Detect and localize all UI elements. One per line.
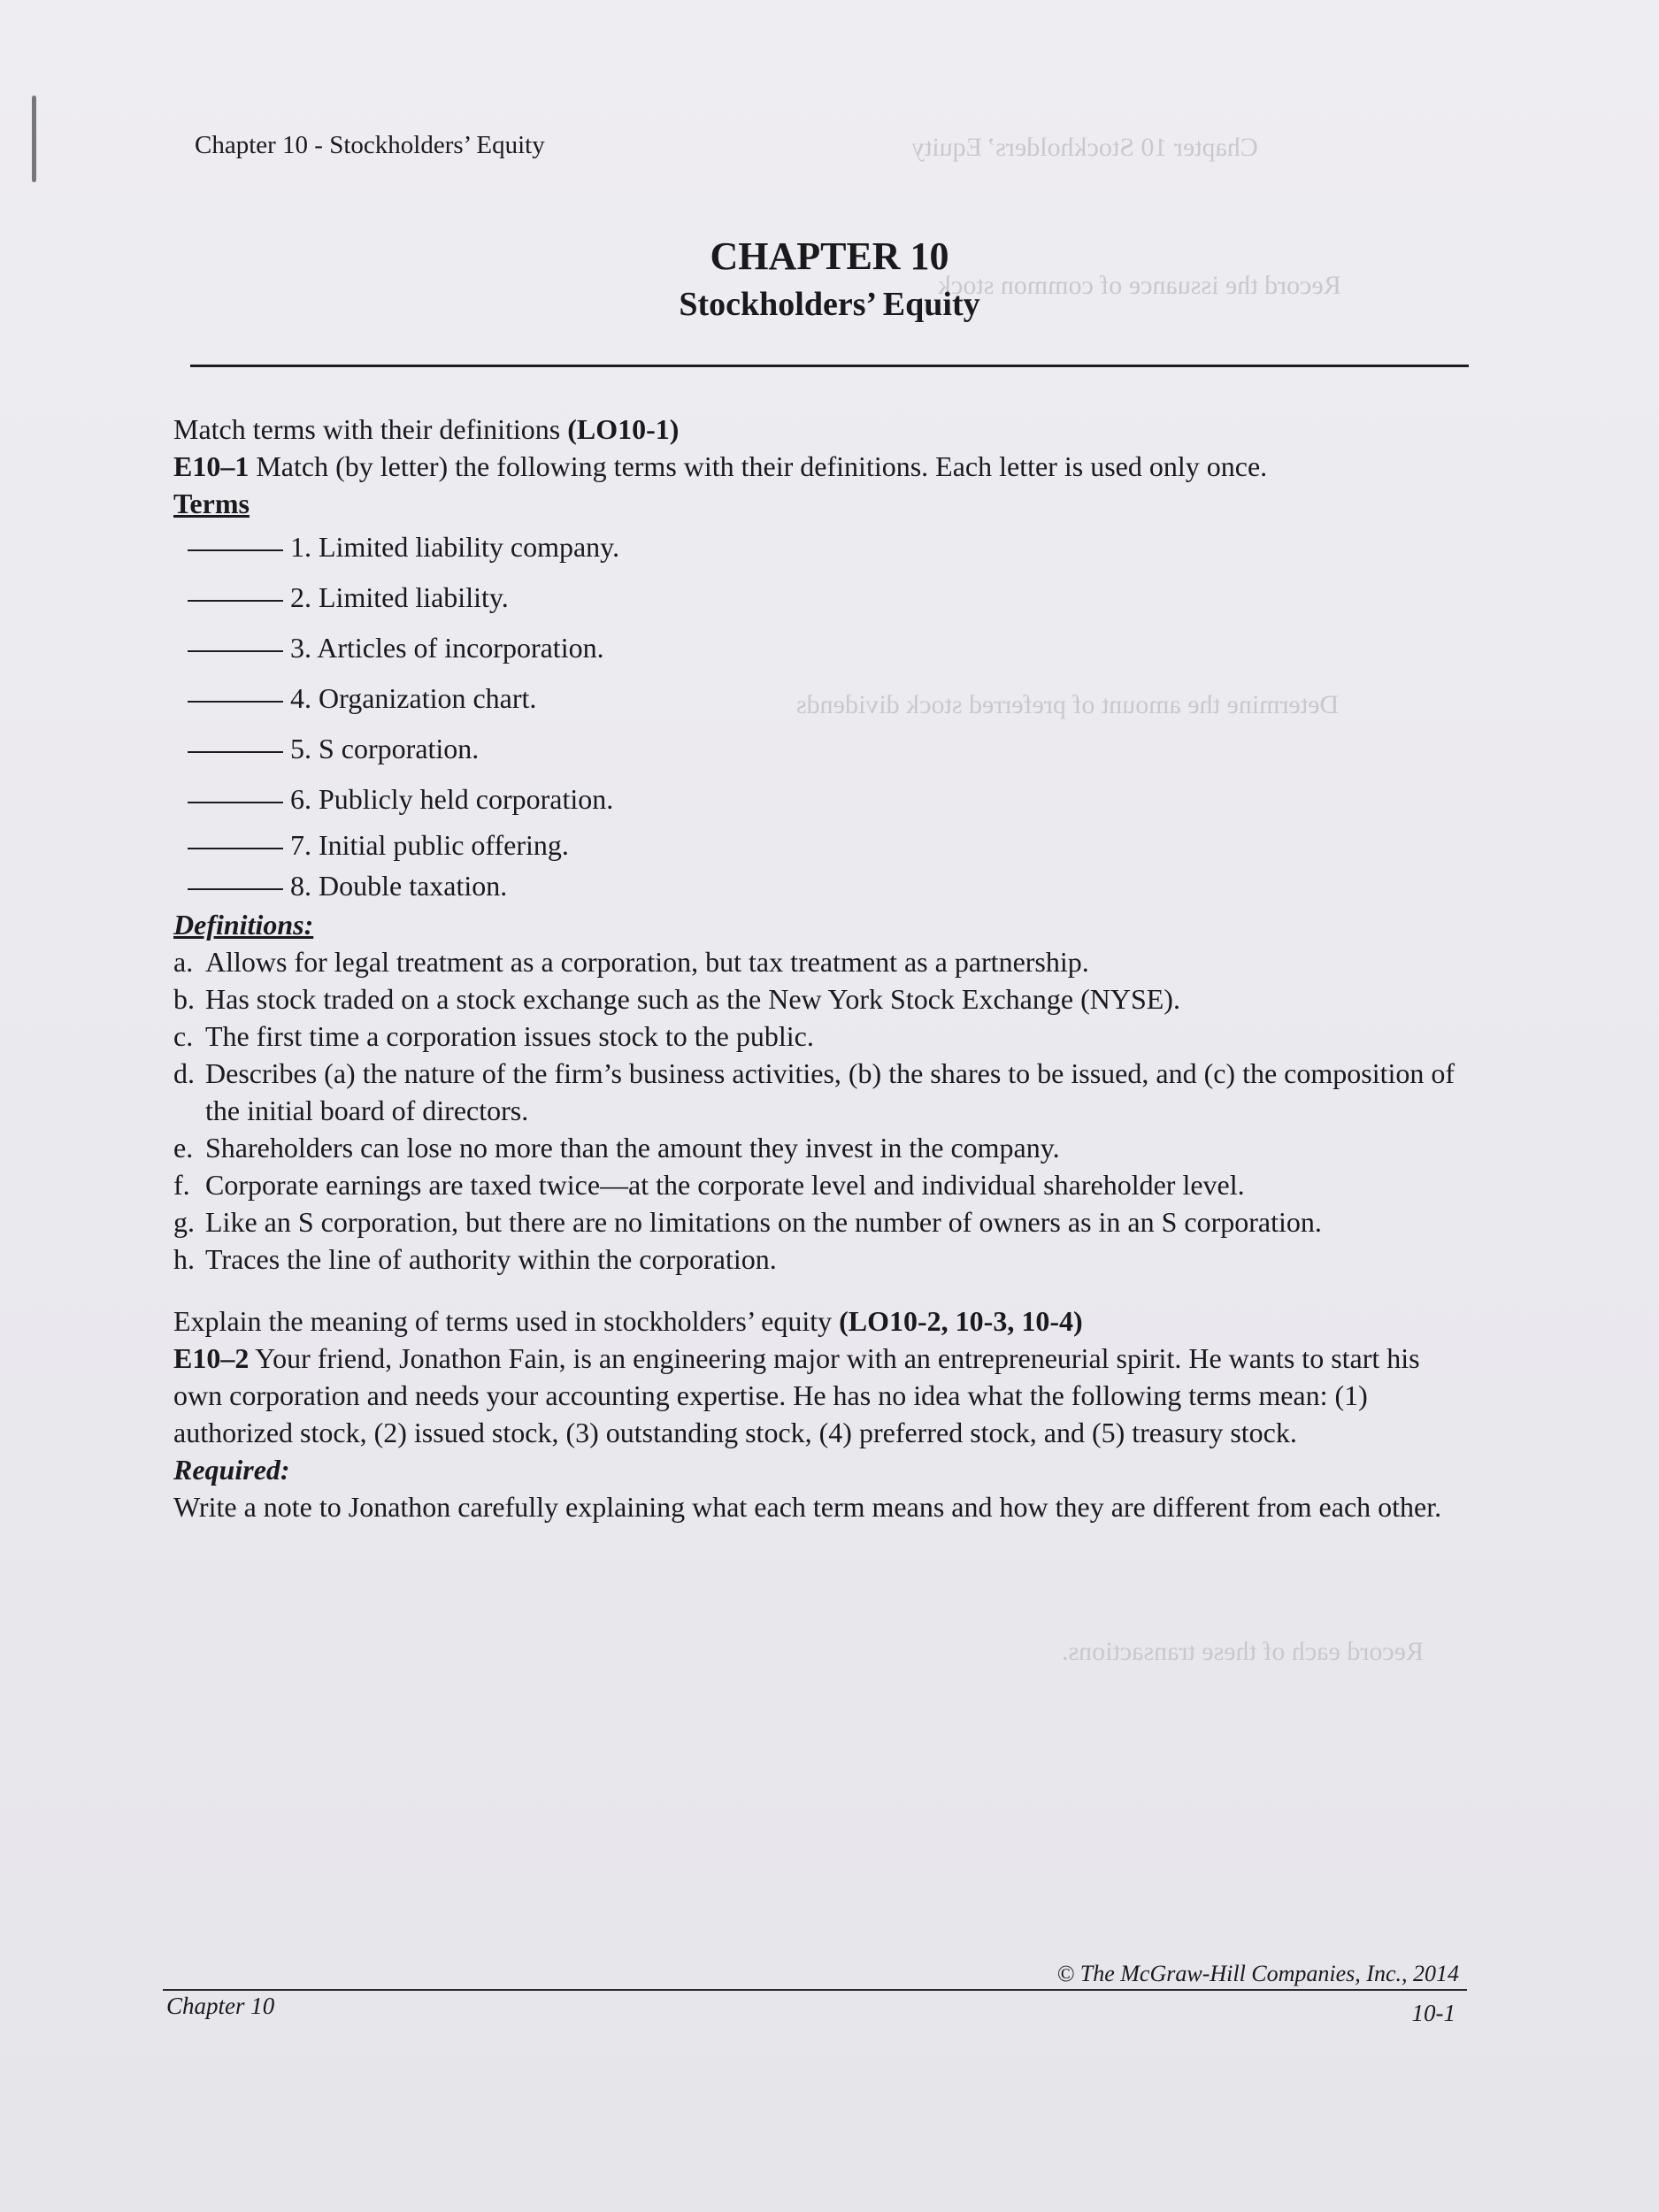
page-content (173, 411, 1465, 1525)
answer-blank[interactable] (188, 549, 283, 551)
exercise2-label: E10–2 (173, 1342, 250, 1374)
definition-item: a. Allows for legal treatment as a corporation, but tax treatment as a partnership. (173, 946, 1089, 978)
required-heading: Required: (173, 1454, 290, 1486)
exercise2-heading: Explain the meaning of terms used in stockholders’ equity (LO10-2, 10-3, 10-4) (173, 1305, 1083, 1337)
copyright-notice: © The McGraw-Hill Companies, Inc., 2014 (1056, 1961, 1459, 1986)
definitions-heading: Definitions: (173, 909, 314, 941)
answer-blank[interactable] (188, 701, 283, 703)
definition-item: c. The first time a corporation issues stock to the public. (173, 1020, 814, 1052)
term-item: 2. Limited liability. (173, 572, 1465, 623)
term-item: 7. Initial public offering. (173, 825, 1465, 865)
exercise1-label: E10–1 (173, 450, 250, 482)
term-item: 5. S corporation. (173, 724, 1465, 774)
terms-list (173, 522, 1465, 906)
staple-mark (32, 96, 36, 182)
exercise1-learning-objective: (LO10-1) (567, 413, 680, 445)
definition-item: g. Like an S corporation, but there are no limitations on the number of owners as in an S corporation. (173, 1206, 1322, 1238)
exercise1-heading: Match terms with their definitions (LO10-1) (173, 413, 680, 445)
answer-blank[interactable] (188, 650, 283, 652)
title-divider (190, 365, 1469, 367)
exercise2-body: E10–2 Your friend, Jonathon Fain, is an engineering major with an entrepreneurial spirit. He wants to start his own corporation and needs your accounting expertise. He has no idea what the following terms mean: (1) authorized stock, (2) issued stock, (3) outstanding stock, (4) preferred stock, and (5) treasury stock. (173, 1342, 1420, 1448)
running-head: Chapter 10 - Stockholders’ Equity (195, 131, 545, 159)
term-item: 6. Publicly held corporation. (173, 774, 1465, 825)
exercise2-learning-objective: (LO10-2, 10-3, 10-4) (839, 1305, 1083, 1337)
exercise1-instruction: E10–1 Match (by letter) the following terms with their definitions. Each letter is used only once. (173, 450, 1268, 482)
term-item: 4. Organization chart. (173, 673, 1465, 724)
show-through-text: Chapter 10 Stockholders’ Equity (911, 133, 1258, 162)
footer-divider (163, 1989, 1467, 1991)
definition-item: h. Traces the line of authority within the corporation. (173, 1243, 777, 1275)
chapter-title: CHAPTER 10 (710, 234, 949, 278)
terms-heading: Terms (173, 488, 250, 519)
term-item: 8. Double taxation. (173, 865, 1465, 906)
page-number: 10-1 (1411, 2000, 1455, 2026)
show-through-text: Record the issuance of common stock (938, 271, 1341, 300)
definition-item: f. Corporate earnings are taxed twice—at the corporate level and individual shareholder level. (173, 1169, 1245, 1201)
answer-blank[interactable] (188, 600, 283, 602)
definition-item: e. Shareholders can lose no more than the amount they invest in the company. (173, 1132, 1060, 1164)
answer-blank[interactable] (188, 751, 283, 753)
show-through-text: Record each of these transactions. (1062, 1637, 1424, 1666)
answer-blank[interactable] (188, 888, 283, 890)
required-text: Write a note to Jonathon carefully explaining what each term means and how they are different from each other. (173, 1491, 1442, 1523)
term-item: 1. Limited liability company. (173, 522, 1465, 572)
answer-blank[interactable] (188, 802, 283, 803)
definition-item: b. Has stock traded on a stock exchange such as the New York Stock Exchange (NYSE). (173, 983, 1180, 1015)
term-item: 3. Articles of incorporation. (173, 623, 1465, 673)
definitions-list (173, 943, 1465, 1278)
definition-item: d. Describes (a) the nature of the firm’s business activities, (b) the shares to be issued, and (c) the composition of the initial board of directors. (173, 1057, 1455, 1126)
answer-blank[interactable] (188, 848, 283, 849)
footer-chapter: Chapter 10 (166, 1993, 275, 2019)
chapter-subtitle: Stockholders’ Equity (679, 286, 980, 323)
show-through-text: Determine the amount of preferred stock dividends (796, 690, 1340, 719)
